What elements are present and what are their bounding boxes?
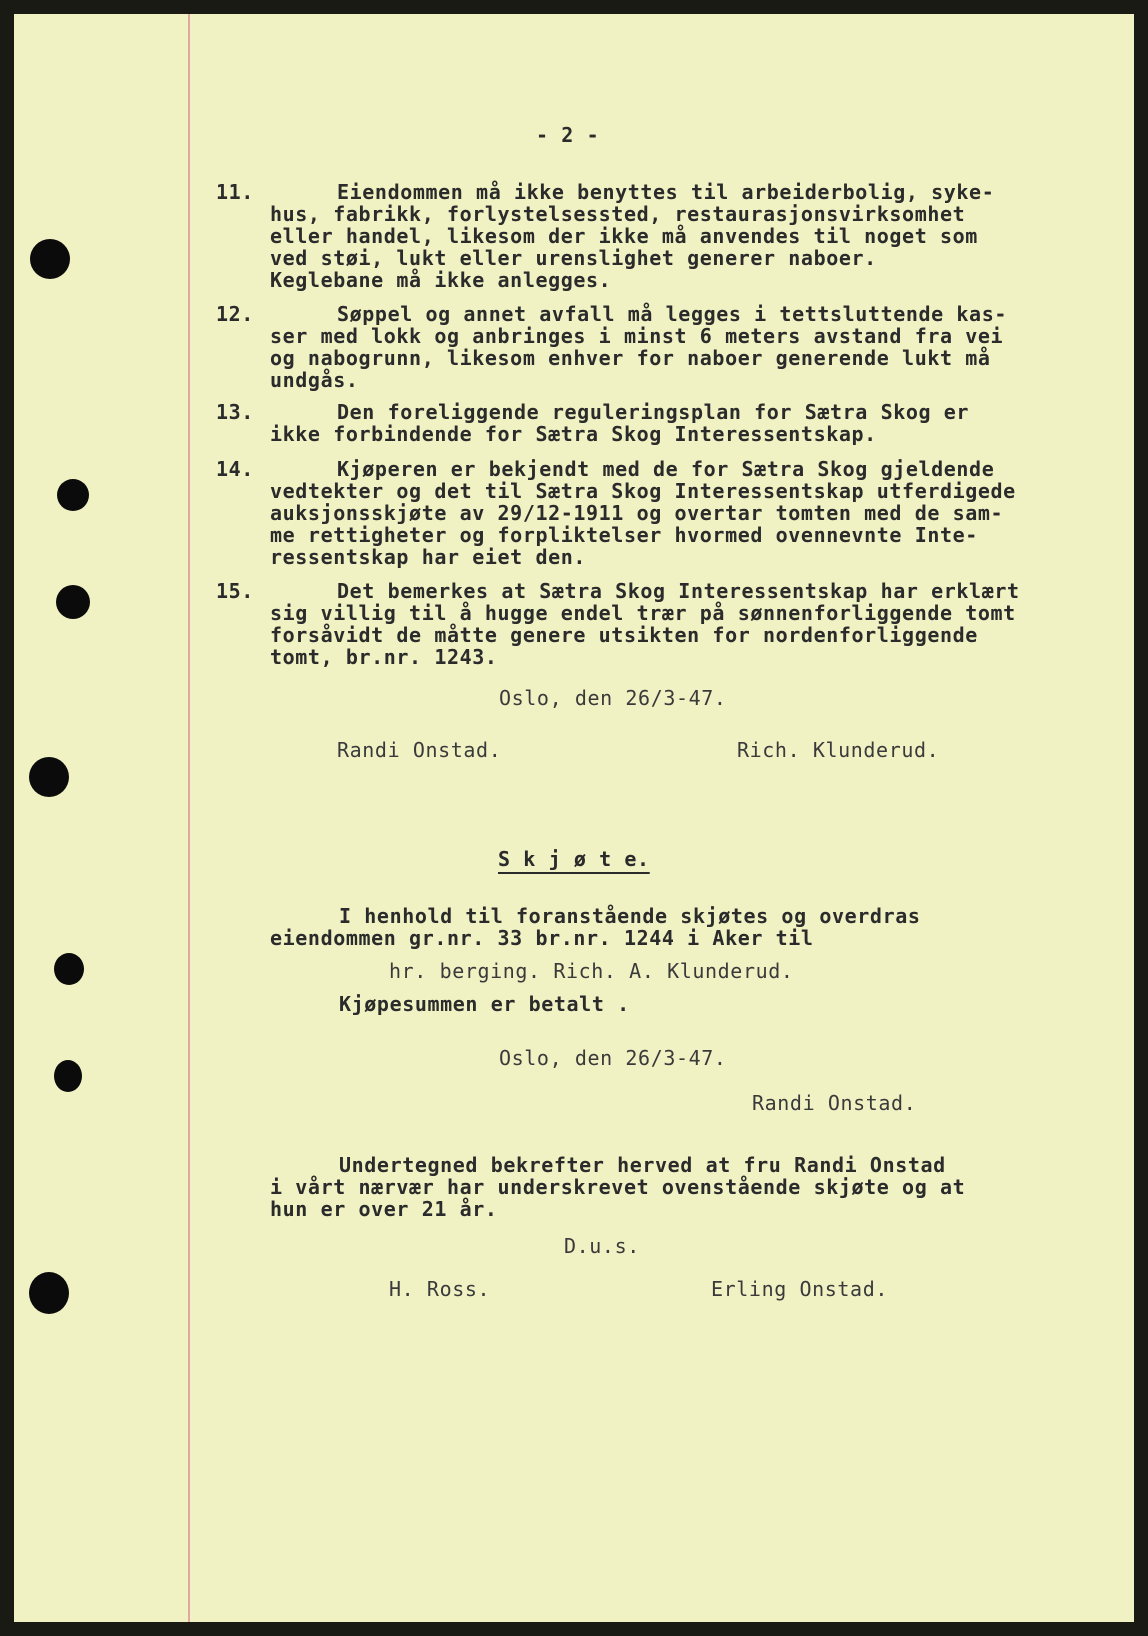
item-line: Søppel og annet avfall må legges i tettsluttende kas-	[337, 302, 1007, 326]
item-line: ser med lokk og anbringes i minst 6 meters avstand fra vei	[270, 324, 1004, 348]
punch-hole-6	[54, 1060, 82, 1092]
item-line: auksjonsskjøte av 29/12-1911 og overtar tomten med de sam-	[270, 501, 1004, 525]
date-1: Oslo, den 26/3-47.	[499, 686, 727, 710]
dus: D.u.s.	[564, 1234, 640, 1258]
deed-line: Kjøpesummen er betalt .	[339, 992, 630, 1016]
item-line: sig villig til å hugge endel trær på sønnenforliggende tomt	[270, 601, 1016, 625]
item-line: ved støi, lukt eller urenslighet generer naboer.	[270, 246, 877, 270]
deed-heading: S k j ø t e.	[498, 847, 650, 871]
deed-line: eiendommen gr.nr. 33 br.nr. 1244 i Aker til	[270, 926, 814, 950]
item-number: 14.	[216, 457, 254, 481]
punch-hole-4	[29, 757, 69, 797]
item-line: hus, fabrikk, forlystelsessted, restaurasjonsvirksomhet	[270, 202, 966, 226]
item-number: 12.	[216, 302, 254, 326]
item-number: 13.	[216, 400, 254, 424]
signature-left-1: Randi Onstad.	[337, 738, 502, 762]
signature-right-1: Rich. Klunderud.	[737, 738, 940, 762]
witness-line: Undertegned bekrefter herved at fru Randi Onstad	[339, 1153, 946, 1177]
deed-line: hr. berging. Rich. A. Klunderud.	[389, 959, 794, 983]
margin-line	[188, 14, 190, 1622]
item-line: ressentskap har eiet den.	[270, 545, 587, 569]
item-number: 15.	[216, 579, 254, 603]
item-number: 11.	[216, 180, 254, 204]
punch-hole-3	[56, 585, 90, 619]
item-line: og nabogrunn, likesom enhver for naboer generende lukt må	[270, 346, 991, 370]
item-line: undgås.	[270, 368, 359, 392]
witness-left: H. Ross.	[389, 1277, 491, 1301]
punch-hole-5	[54, 953, 84, 985]
signature-2: Randi Onstad.	[752, 1091, 917, 1115]
item-line: eller handel, likesom der ikke må anvendes til noget som	[270, 224, 978, 248]
item-line: forsåvidt de måtte genere utsikten for nordenforliggende	[270, 623, 978, 647]
item-line: me rettigheter og forpliktelser hvormed ovennevnte Inte-	[270, 523, 978, 547]
punch-hole-1	[30, 239, 70, 279]
document-page	[14, 14, 1134, 1622]
punch-hole-2	[57, 479, 89, 511]
date-2: Oslo, den 26/3-47.	[499, 1046, 727, 1070]
item-line: Eiendommen må ikke benyttes til arbeiderbolig, syke-	[337, 180, 995, 204]
witness-line: hun er over 21 år.	[270, 1197, 498, 1221]
item-line: Keglebane må ikke anlegges.	[270, 268, 612, 292]
witness-right: Erling Onstad.	[711, 1277, 888, 1301]
witness-line: i vårt nærvær har underskrevet ovenstående skjøte og at	[270, 1175, 966, 1199]
page-number: - 2 -	[536, 123, 600, 147]
item-line: Den foreliggende reguleringsplan for Sætra Skog er	[337, 400, 970, 424]
deed-line: I henhold til foranstående skjøtes og overdras	[339, 904, 921, 928]
item-line: vedtekter og det til Sætra Skog Interessentskap utferdigede	[270, 479, 1016, 503]
item-line: Det bemerkes at Sætra Skog Interessentskap har erklært	[337, 579, 1020, 603]
punch-hole-7	[29, 1272, 69, 1314]
item-line: tomt, br.nr. 1243.	[270, 645, 498, 669]
item-line: Kjøperen er bekjendt med de for Sætra Skog gjeldende	[337, 457, 995, 481]
item-line: ikke forbindende for Sætra Skog Interessentskap.	[270, 422, 877, 446]
